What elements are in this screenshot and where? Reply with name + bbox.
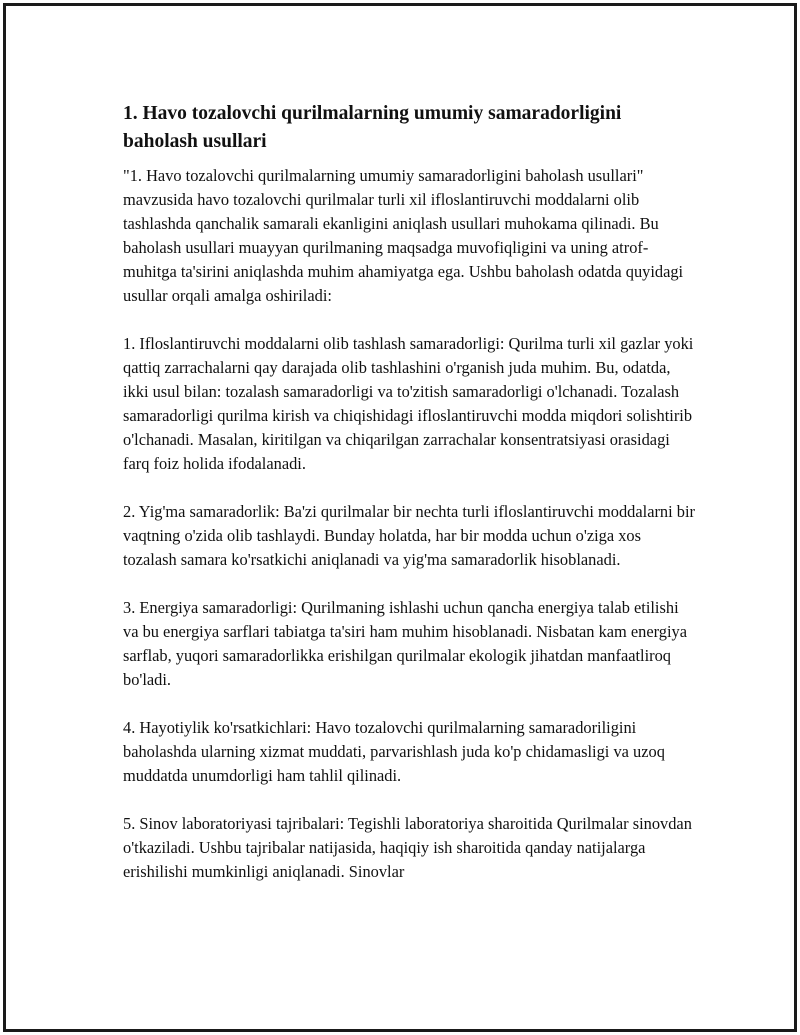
paragraph-energy-efficiency: 3. Energiya samaradorligi: Qurilmaning ishlashi uchun qancha energiya talab etilishi va bu energiya sarflari tabiatga ta'siri ham muhim hisoblanadi. Nisbatan kam energiya sarflab, yuqori samaradorlikka erishilgan qurilmalar ekologik jihatdan manfaatliroq bo'ladi.: [123, 598, 688, 689]
paragraph-lab-testing: 5. Sinov laboratoriyasi tajribalari: Tegishli laboratoriya sharoitida Qurilmalar sinovdan o'tkaziladi. Ushbu tajribalar natijasida, haqiqiy ish sharoitida qanday natijalarga erishilishi mumkinligi aniqlanadi. Sinovlar: [123, 814, 692, 881]
intro-paragraph: "1. Havo tozalovchi qurilmalarning umumiy samaradorligini baholash usullari" mavzusida havo tozalovchi qurilmalar turli xil ifloslantiruvchi moddalarni olib tashlashda qanchalik samarali ekanligini aniqlash usullari muhokama qilinadi. Bu baholash usullari muayyan qurilmaning maqsadga muvofiqligini va uning atrof-muhitga ta'sirini aniqlashda muhim ahamiyatga ega. Ushbu baholash odatda quyidagi usullar orqali amalga oshiriladi:: [123, 166, 684, 305]
document-body: [123, 100, 698, 908]
paragraph-lifetime-indicators: 4. Hayotiylik ko'rsatkichlari: Havo tozalovchi qurilmalarning samaradoriligini baholashda ularning xizmat muddati, parvarishlash juda ko'p chidamasligi va uzoq muddatda unumdorligi ham tahlil qilinadi.: [123, 718, 665, 785]
paragraph-cumulative-efficiency: 2. Yig'ma samaradorlik: Ba'zi qurilmalar bir nechta turli ifloslantiruvchi moddalarni bir vaqtning o'zida olib tashlaydi. Bunday holatda, har bir modda uchun o'ziga xos tozalash samara ko'rsatkichi aniqlanadi va yig'ma samaradorlik hisoblanadi.: [123, 502, 695, 569]
document-title: 1. Havo tozalovchi qurilmalarning umumiy samaradorligini baholash usullari: [123, 103, 622, 152]
page-frame: [3, 3, 797, 1032]
paragraph-pollutant-removal: 1. Ifloslantiruvchi moddalarni olib tashlash samaradorligi: Qurilma turli xil gazlar yoki qattiq zarrachalarni qay darajada olib tashlashini o'rganish juda muhim. Bu, odatda, ikki usul bilan: tozalash samaradorligi va to'zitish samaradorligi o'lchanadi. Tozalash samaradorligi qurilma kirish va chiqishidagi ifloslantiruvchi modda miqdori solishtirib o'lchanadi. Masalan, kiritilgan va chiqarilgan zarrachalar konsentratsiyasi orasidagi farq foiz holida ifodalanadi.: [123, 334, 694, 473]
